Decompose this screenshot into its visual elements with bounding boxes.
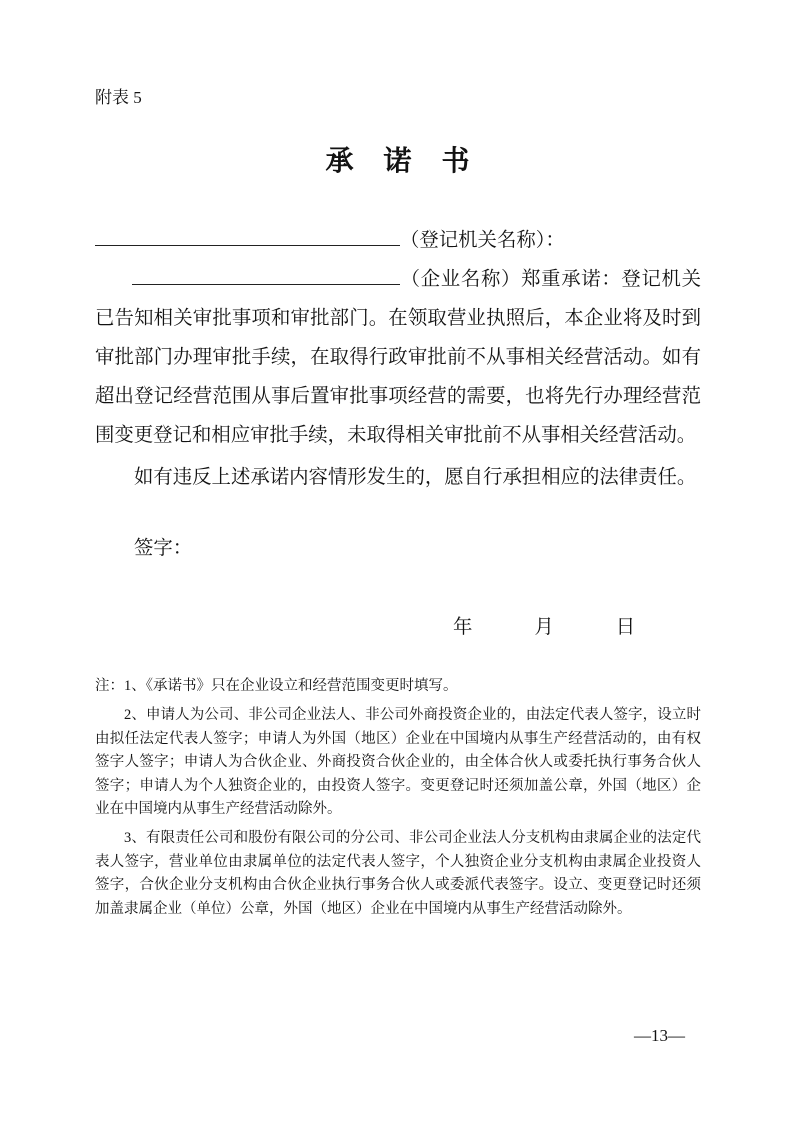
date-year-label: 年 [453,617,473,638]
registry-line [95,221,701,260]
note-item-2: 2、申请人为公司、非公司企业法人、非公司外商投资企业的，由法定代表人签字，设立时由拟任法定代表人签字；申请人为外国（地区）企业在中国境内从事生产经营活动的，由有权签字人签字；申请人为合伙企业、外商投资合伙企业的，由全体合伙人或委托执行事务合伙人签字；申请人为个人独资企业的，由投资人签字。变更登记时还须加盖公章，外国（地区）企业在中国境内从事生产经营活动除外。 [95,707,701,818]
enterprise-name-blank [132,267,400,285]
date-line [95,608,701,647]
document-title: 承 诺 书 [325,145,471,176]
commitment-paragraph [95,260,701,455]
note-item-1: 注：1、《承诺书》只在企业设立和经营范围变更时填写。 [95,678,458,694]
signature-label: 签字： [134,538,193,559]
document-body [95,221,701,497]
registry-label: （登记机关名称）： [400,230,565,251]
appendix-label: 附表 5 [95,88,142,107]
commitment-text: （企业名称）郑重承诺：登记机关已告知相关审批事项和审批部门。在领取营业执照后，本企业将及时到审批部门办理审批手续，在取得行政审批前不从事相关经营活动。如有超出登记经营范围从事后置审批事项经营的需要，也将先行办理经营范围变更登记和相应审批手续，未取得相关审批前不从事相关经营活动。 [95,269,701,446]
date-day-label: 日 [615,617,636,638]
note-item-3: 3、有限责任公司和股份有限公司的分公司、非公司企业法人分支机构由隶属企业的法定代表人签字，营业单位由隶属单位的法定代表人签字，个人独资企业分支机构由隶属企业投资人签字，合伙企业分支机构由合伙企业执行事务合伙人或委派代表签字。设立、变更登记时还须加盖隶属企业（单位）公章，外国（地区）企业在中国境内从事生产经营活动除外。 [95,830,701,917]
notes-section [95,675,701,921]
registry-name-blank [95,228,400,246]
page-number: —13— [634,1026,685,1045]
date-month-label: 月 [534,617,554,638]
liability-paragraph: 如有违反上述承诺内容情形发生的，愿自行承担相应的法律责任。 [134,467,697,488]
document-content [95,88,701,927]
